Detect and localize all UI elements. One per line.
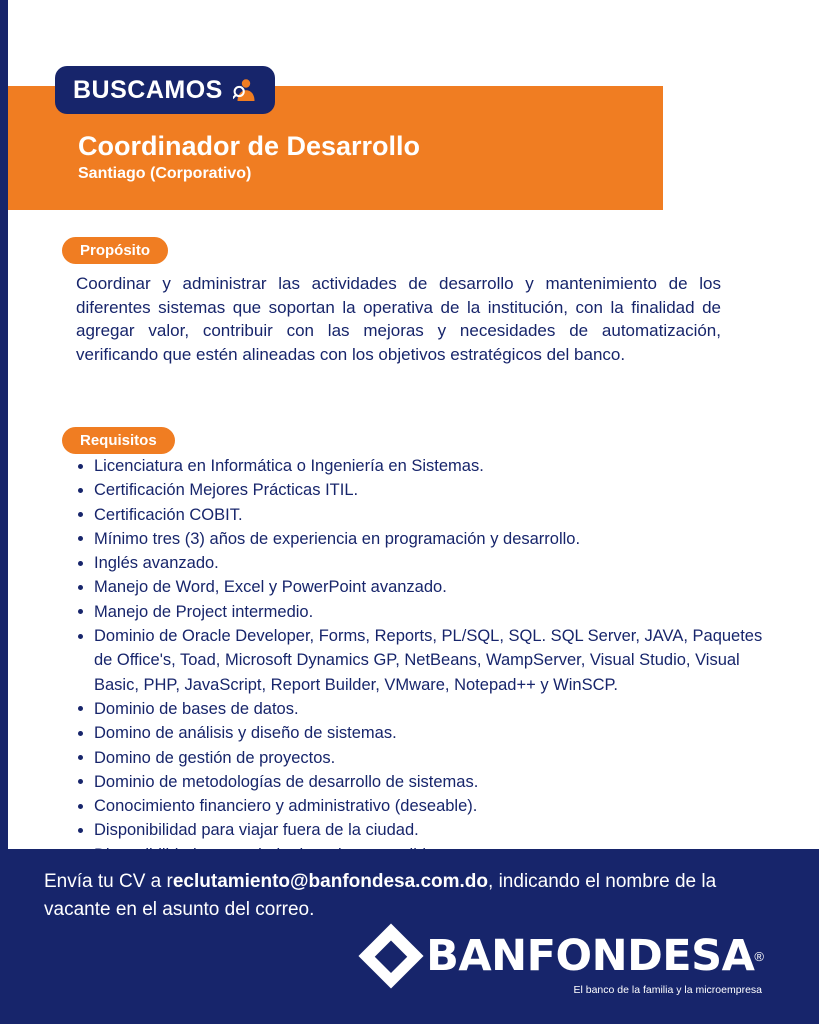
list-item: Conocimiento financiero y administrativo (deseable). bbox=[76, 794, 766, 818]
buscamos-label: BUSCAMOS bbox=[73, 75, 223, 104]
list-item: Dominio de bases de datos. bbox=[76, 697, 766, 721]
diamond-inner-icon bbox=[375, 940, 408, 973]
list-item: Mínimo tres (3) años de experiencia en programación y desarrollo. bbox=[76, 527, 766, 551]
proposito-body: Coordinar y administrar las actividades de desarrollo y mantenimiento de los diferentes sistemas que soportan la operativa de la institución, con la finalidad de agregar valor, contribuir con las mejoras y necesidades de automatización, verificando que estén alineadas con los objetivos estratégicos del banco. bbox=[76, 274, 721, 364]
logo-row bbox=[368, 931, 764, 981]
list-item: Certificación Mejores Prácticas ITIL. bbox=[76, 478, 766, 502]
logo-tagline: El banco de la familia y la microempresa bbox=[573, 984, 762, 996]
logo-registered-mark: ® bbox=[754, 948, 764, 964]
list-item: Dominio de Oracle Developer, Forms, Reports, PL/SQL, SQL. SQL Server, JAVA, Paquetes de Office's, Toad, Microsoft Dynamics GP, NetBeans, WampServer, Visual Studio, Visual Basic, PHP, JavaScript, Report Builder, VMware, Notepad++ y WinSCP. bbox=[76, 624, 766, 697]
list-item: Certificación COBIT. bbox=[76, 503, 766, 527]
section-pill-proposito: Propósito bbox=[62, 237, 168, 264]
section-pill-requisitos: Requisitos bbox=[62, 427, 175, 454]
list-item: Dominio de metodologías de desarrollo de sistemas. bbox=[76, 770, 766, 794]
list-item: Inglés avanzado. bbox=[76, 551, 766, 575]
requisitos-list bbox=[76, 454, 766, 867]
diamond-icon bbox=[359, 923, 424, 988]
logo-wordmark: BANFONDESA bbox=[426, 931, 755, 981]
list-item: Manejo de Word, Excel y PowerPoint avanzado. bbox=[76, 575, 766, 599]
footer-text-before: Envía tu CV a r bbox=[44, 871, 173, 892]
job-location: Santiago (Corporativo) bbox=[78, 165, 252, 182]
list-item: Domino de análisis y diseño de sistemas. bbox=[76, 721, 766, 745]
list-item: Manejo de Project intermedio. bbox=[76, 600, 766, 624]
list-item: Domino de gestión de proyectos. bbox=[76, 746, 766, 770]
footer-email: eclutamiento@banfondesa.com.do bbox=[172, 871, 489, 892]
footer-text-after: , indicando el nombre de la vacante en el asunto del correo. bbox=[44, 871, 717, 920]
banfondesa-logo bbox=[368, 931, 764, 996]
list-item: Disponibilidad para viajar fuera de la ciudad. bbox=[76, 818, 766, 842]
footer-band bbox=[0, 849, 819, 1024]
footer-contact-text bbox=[44, 868, 774, 924]
job-title: Coordinador de Desarrollo bbox=[78, 131, 421, 161]
person-search-icon bbox=[233, 77, 257, 103]
list-item: Licenciatura en Informática o Ingeniería en Sistemas. bbox=[76, 454, 766, 478]
buscamos-badge bbox=[55, 66, 275, 114]
